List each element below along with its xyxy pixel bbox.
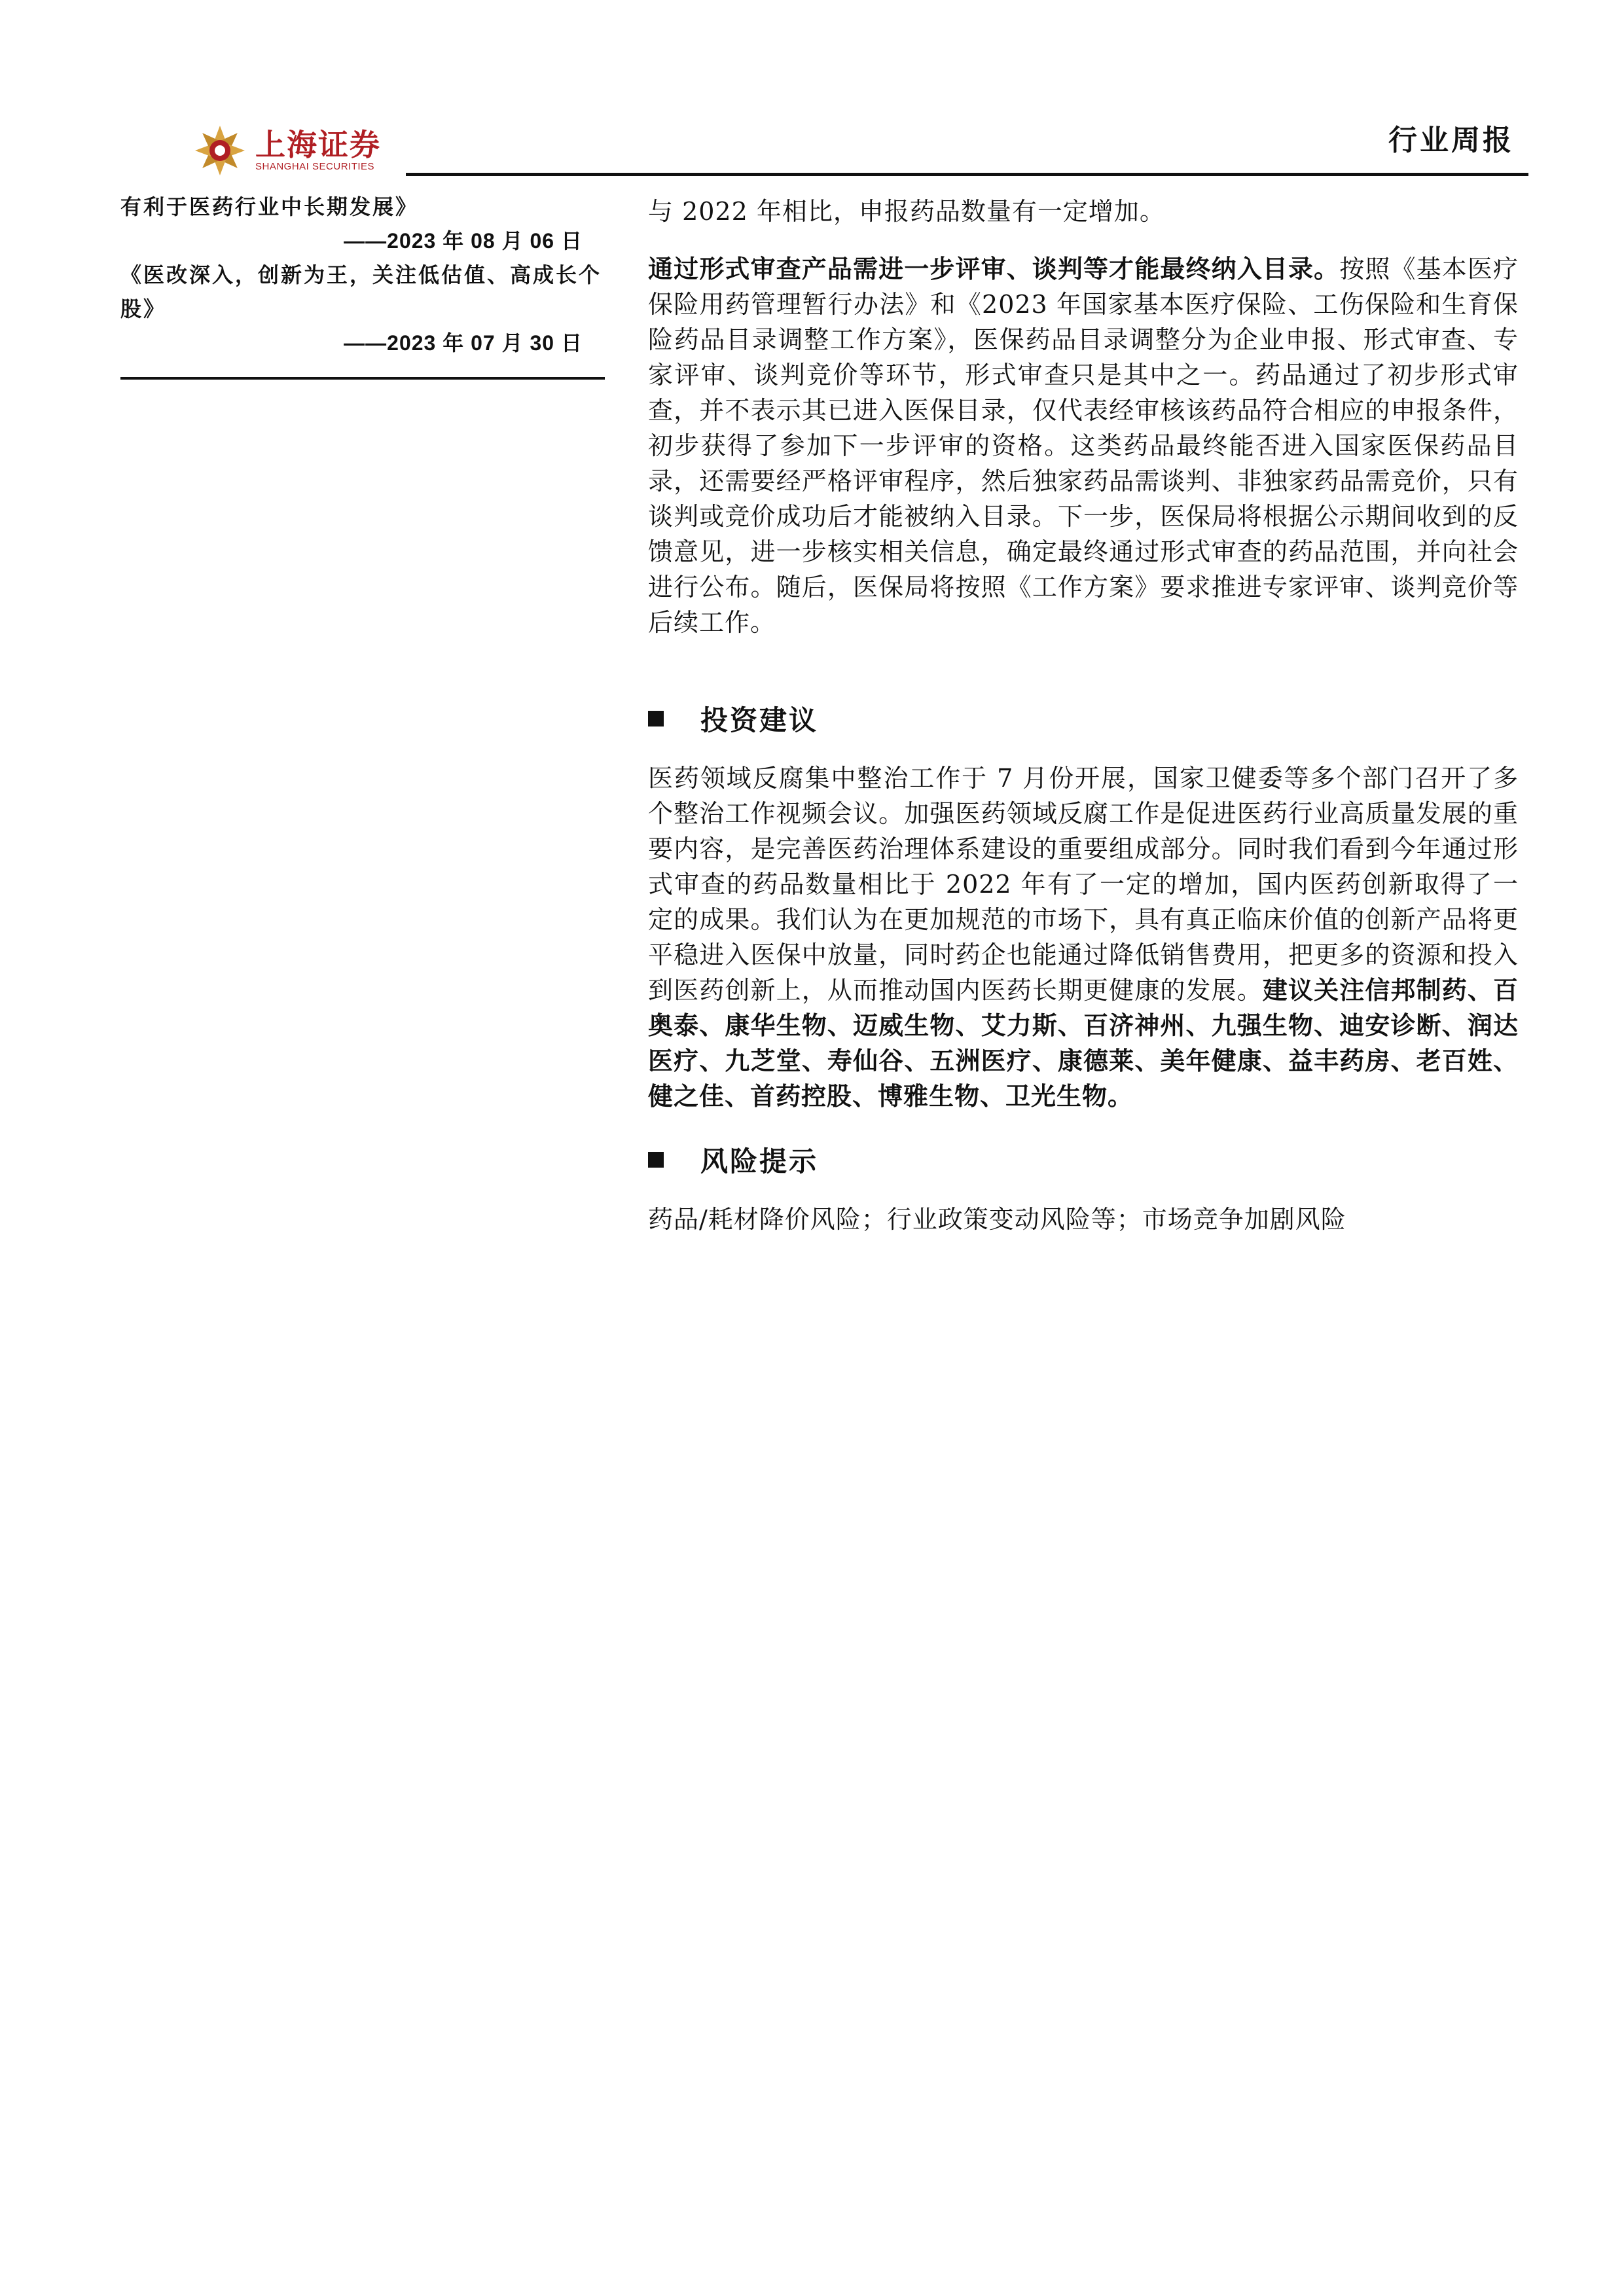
related-report-date: ——2023 年 08 月 06 日: [344, 229, 583, 253]
header-divider: [406, 173, 1528, 176]
section-heading-risk: [648, 1140, 1519, 1179]
logo-name-en: SHANGHAI SECURITIES: [255, 161, 375, 172]
square-bullet-icon: [648, 1152, 664, 1168]
square-bullet-icon: [648, 711, 664, 726]
related-reports: [120, 190, 605, 360]
section-heading-investment: [648, 699, 1519, 738]
logo-emblem-icon: [194, 124, 246, 177]
paragraph-intro: 与 2022 年相比，申报药品数量有一定增加。: [648, 197, 1165, 226]
related-report-title[interactable]: 有利于医药行业中长期发展》: [120, 194, 419, 219]
main-content: [648, 194, 1519, 1237]
company-logo: [194, 124, 381, 177]
recommended-stocks: 建议关注信邦制药、百奥泰、康华生物、迈威生物、艾力斯、百济神州、九强生物、迪安诊断、润达医疗、九芝堂、寿仙谷、五洲医疗、康德莱、美年健康、益丰药房、老百姓、健之佳、首药控股、博雅生物、卫光生物。: [648, 975, 1519, 1111]
section-title: 投资建议: [700, 704, 819, 736]
logo-name-cn: 上海证券: [255, 127, 381, 162]
paragraph-risks: 药品/耗材降价风险；行业政策变动风险等；市场竞争加剧风险: [648, 1205, 1346, 1234]
related-report-title[interactable]: 《医改深入，创新为王，关注低估值、高成长个股》: [120, 262, 602, 321]
sidebar-divider: [120, 377, 605, 380]
paragraph-lead-bold: 通过形式审查产品需进一步评审、谈判等才能最终纳入目录。: [648, 254, 1340, 283]
logo-text-block: [255, 128, 381, 173]
paragraph-investment-advice: [648, 761, 1519, 1114]
paragraph-body: 医药领域反腐集中整治工作于 7 月份开展，国家卫健委等多个部门召开了多个整治工作视频会议。加强医药领域反腐工作是促进医药行业高质量发展的重要内容，是完善医药治理体系建设的重要组成部分。同时我们看到今年通过形式审查的药品数量相比于 2022 年有了一定的增加，国内医药创新取得了一定的成果。我们认为在更加规范的市场下，具有真正临床价值的创新产品将更平稳进入医保中放量，同时药企也能通过降低销售费用，把更多的资源和投入到医药创新上，从而推动国内医药长期更健康的发展。: [648, 764, 1519, 1005]
report-type-label: 行业周报: [1388, 124, 1514, 157]
related-report-date: ——2023 年 07 月 30 日: [344, 331, 583, 355]
section-title: 风险提示: [700, 1145, 819, 1177]
paragraph-body: 按照《基本医疗保险用药管理暂行办法》和《2023 年国家基本医疗保险、工伤保险和生育保险药品目录调整工作方案》，医保药品目录调整分为企业申报、形式审查、专家评审、谈判竞价等环节，形式审查只是其中之一。药品通过了初步形式审查，并不表示其已进入医保目录，仅代表经审核该药品符合相应的申报条件，初步获得了参加下一步评审的资格。这类药品最终能否进入国家医保药品目录，还需要经严格评审程序，然后独家药品需谈判、非独家药品需竞价，只有谈判或竞价成功后才能被纳入目录。下一步，医保局将根据公示期间收到的反馈意见，进一步核实相关信息，确定最终通过形式审查的药品范围，并向社会进行公布。随后，医保局将按照《工作方案》要求推进专家评审、谈判竞价等后续工作。: [648, 255, 1519, 637]
paragraph-review-process: [648, 251, 1519, 640]
